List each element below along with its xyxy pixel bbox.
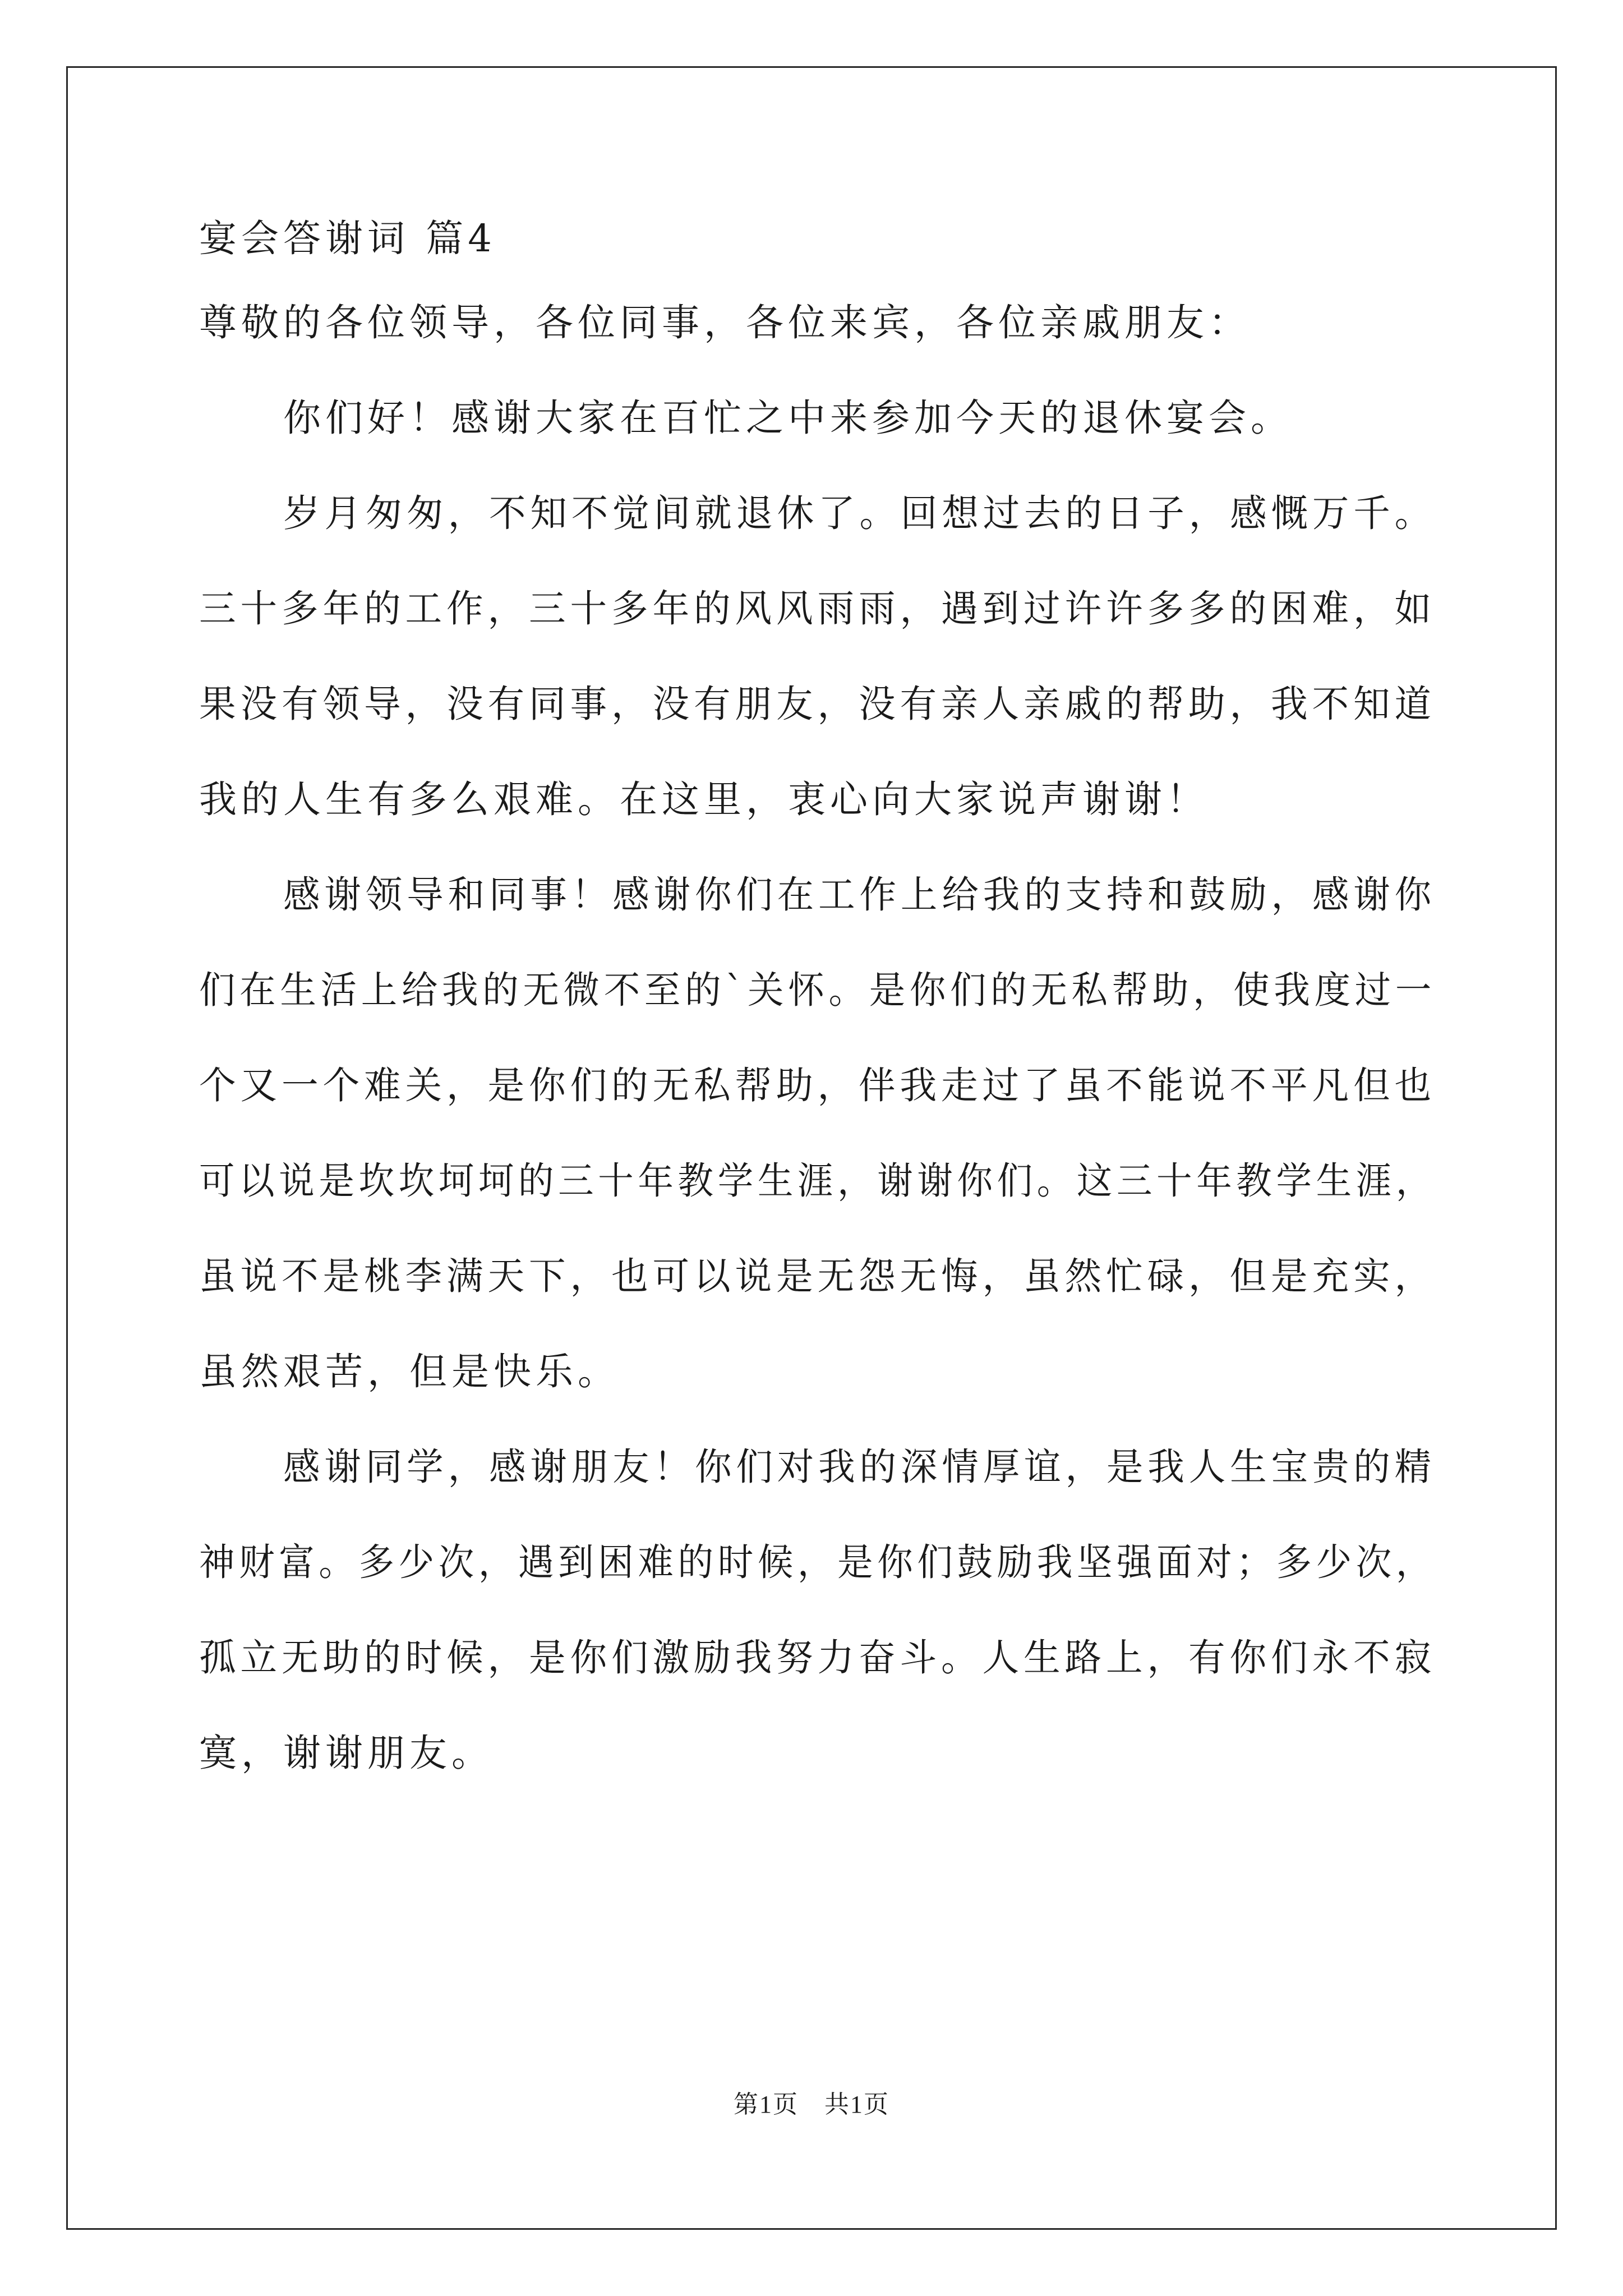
paragraph-line: 个又一个难关，是你们的无私帮助，伴我走过了虽不能说不平凡但也 bbox=[199, 1064, 1436, 1107]
paragraph-line: 我的人生有多么艰难。在这里，衷心向大家说声谢谢！ bbox=[199, 777, 1209, 821]
paragraph-line: 可以说是坎坎坷坷的三十年教学生涯，谢谢你们。这三十年教学生涯， bbox=[199, 1159, 1436, 1203]
document-title: 宴会答谢词 篇4 bbox=[199, 217, 496, 260]
paragraph-line: 感谢同学，感谢朋友！你们对我的深情厚谊，是我人生宝贵的精 bbox=[283, 1445, 1436, 1489]
paragraph-line: 果没有领导，没有同事，没有朋友，没有亲人亲戚的帮助，我不知道 bbox=[199, 682, 1436, 726]
paragraph-line: 感谢领导和同事！感谢你们在工作上给我的支持和鼓励，感谢你 bbox=[283, 873, 1436, 917]
paragraph-line: 你们好！感谢大家在百忙之中来参加今天的退休宴会。 bbox=[283, 396, 1293, 440]
paragraph-line: 神财富。多少次，遇到困难的时候，是你们鼓励我坚强面对；多少次， bbox=[199, 1540, 1436, 1584]
paragraph-line: 三十多年的工作，三十多年的风风雨雨，遇到过许许多多的困难，如 bbox=[199, 587, 1436, 631]
paragraph-line: 虽说不是桃李满天下，也可以说是无怨无悔，虽然忙碌，但是充实， bbox=[199, 1254, 1436, 1298]
paragraph-line: 寞，谢谢朋友。 bbox=[199, 1731, 494, 1775]
paragraph-line: 孤立无助的时候，是你们激励我努力奋斗。人生路上，有你们永不寂 bbox=[199, 1636, 1436, 1680]
salutation: 尊敬的各位领导，各位同事，各位来宾，各位亲戚朋友： bbox=[199, 301, 1251, 344]
page-footer: 第1页 共1页 bbox=[734, 2091, 889, 2118]
page-border bbox=[66, 66, 1557, 2230]
paragraph-line: 们在生活上给我的无微不至的`关怀。是你们的无私帮助，使我度过一 bbox=[199, 968, 1436, 1012]
paragraph-line: 岁月匆匆，不知不觉间就退休了。回想过去的日子，感慨万千。 bbox=[283, 491, 1436, 535]
paragraph-line: 虽然艰苦，但是快乐。 bbox=[199, 1350, 620, 1393]
